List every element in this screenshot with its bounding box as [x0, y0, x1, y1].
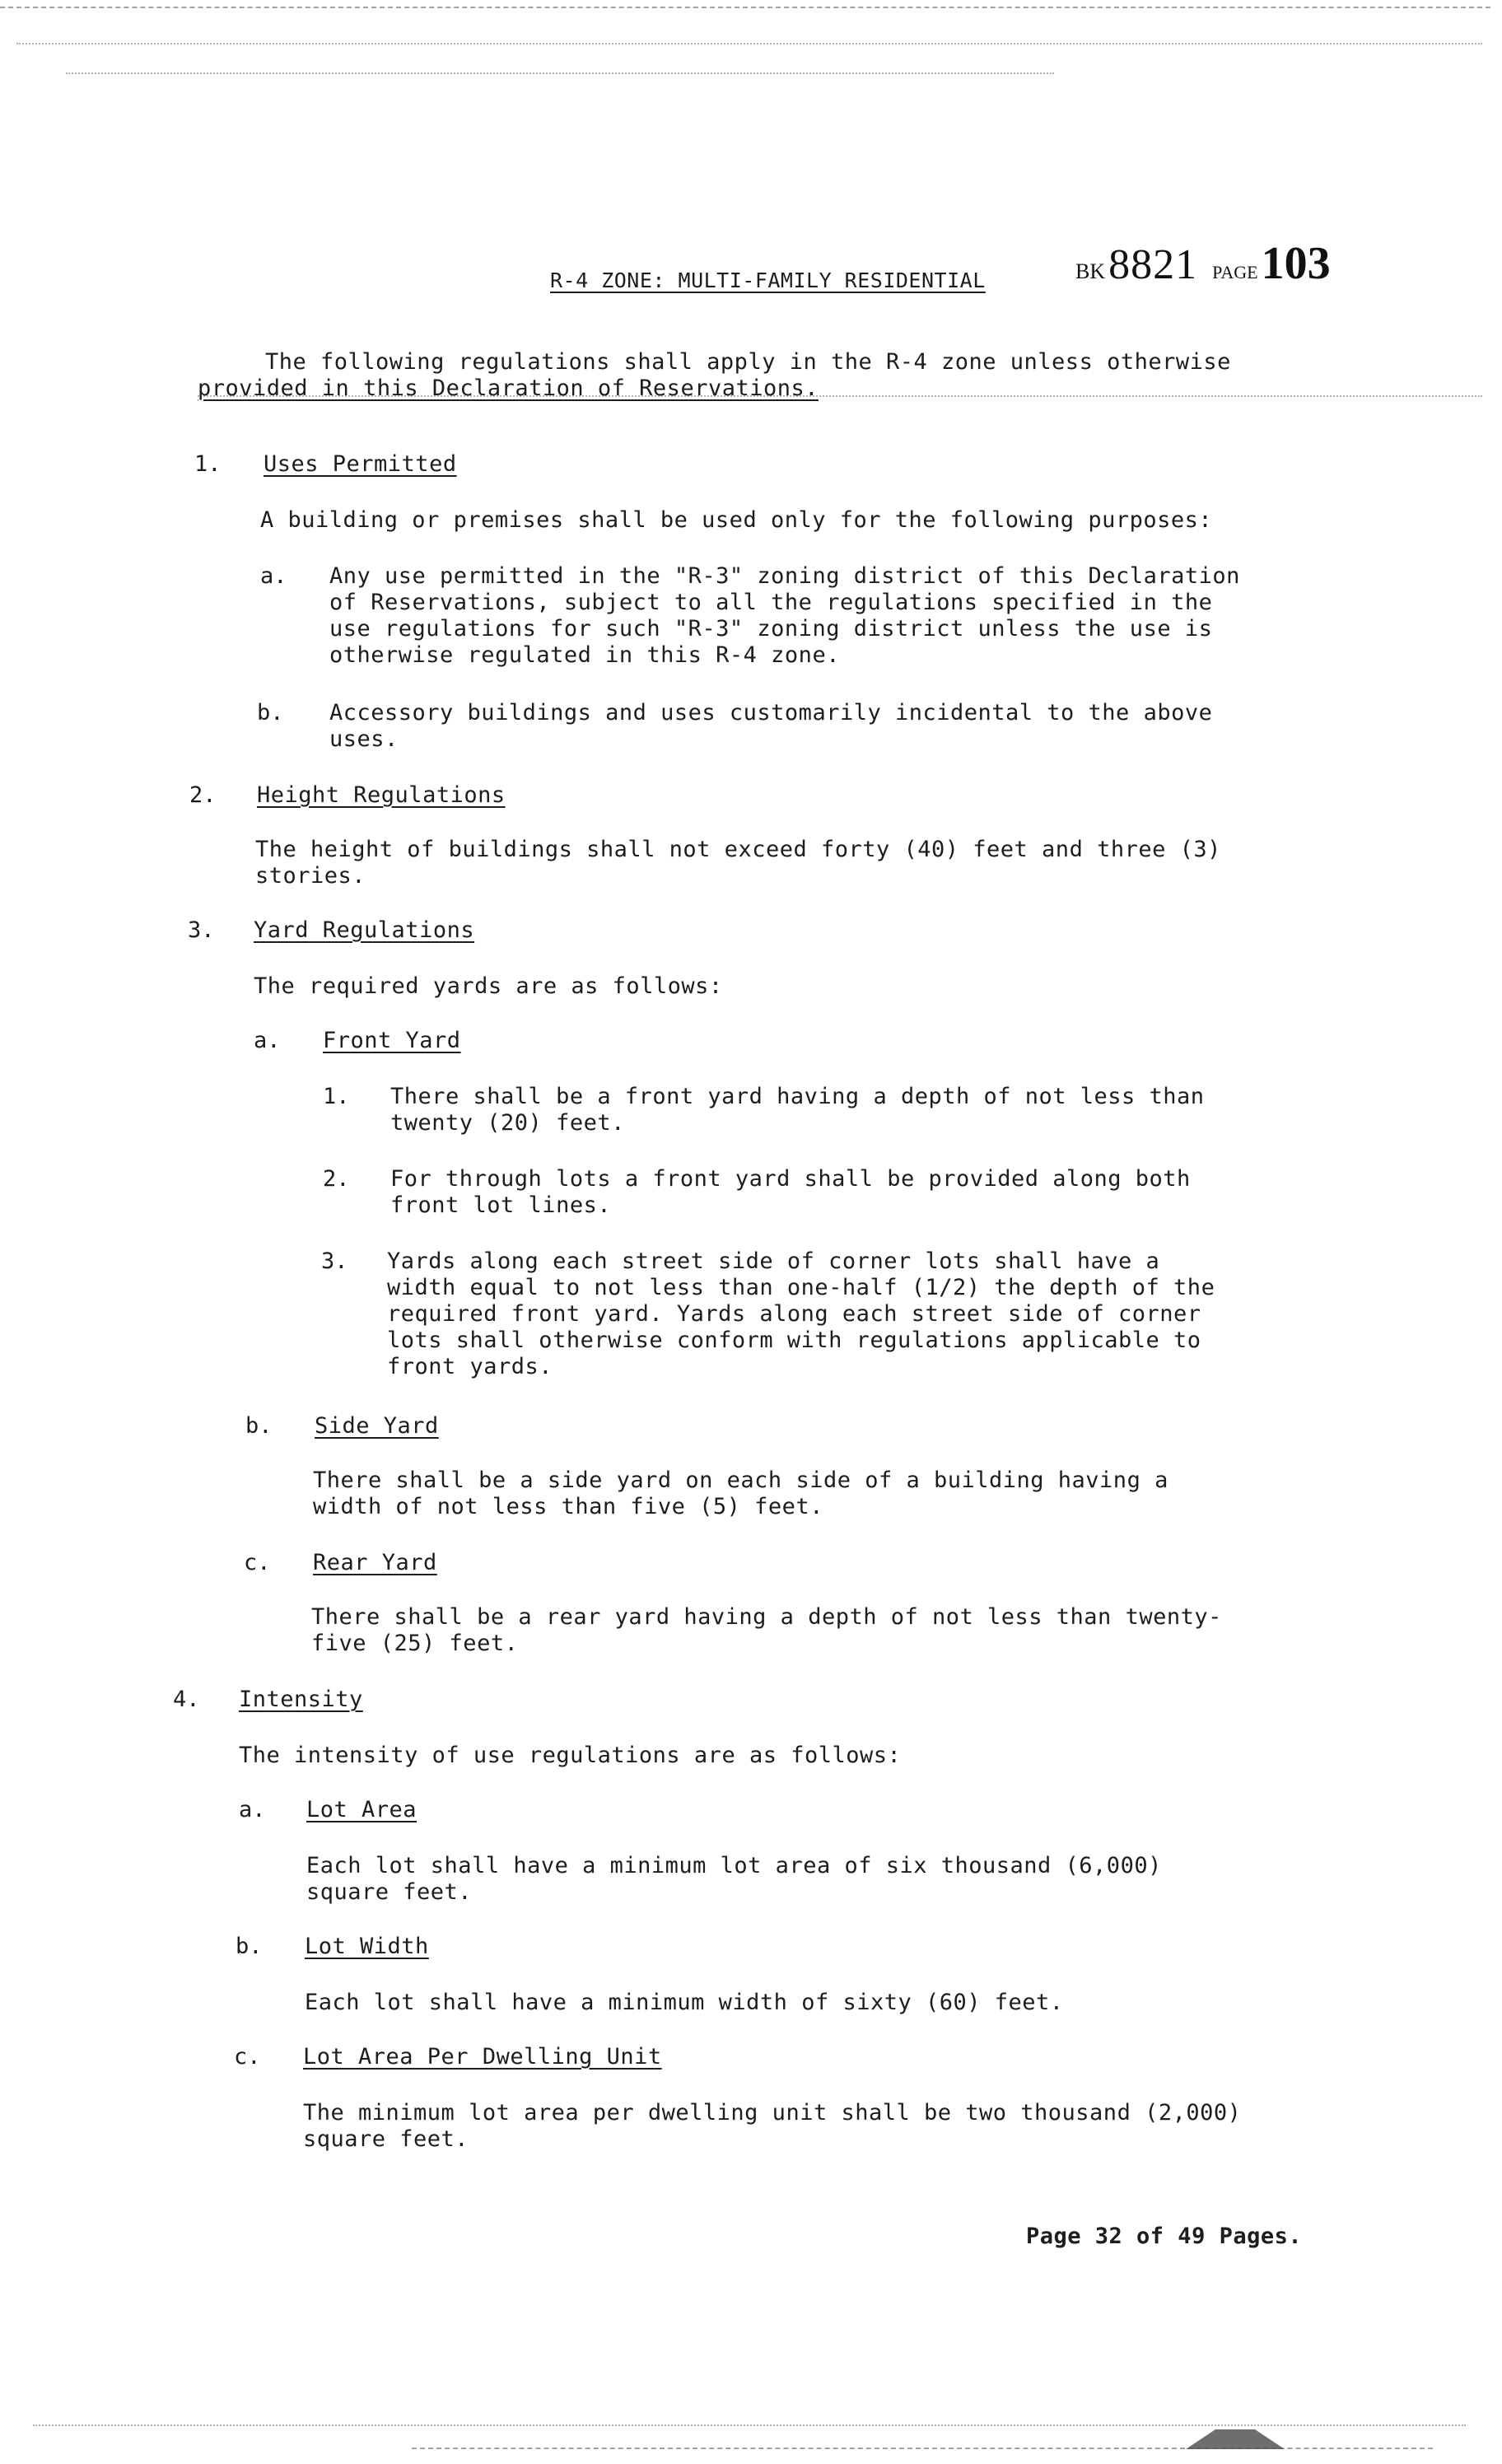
- subsection-heading: Lot Width: [305, 1934, 429, 1959]
- section-heading: Uses Permitted: [264, 451, 457, 477]
- intro-paragraph: [198, 349, 1231, 402]
- text-line: otherwise regulated in this R-4 zone.: [329, 642, 840, 668]
- sub-item-text: [387, 1248, 1215, 1380]
- scan-noise-top: [0, 7, 1490, 8]
- text-line: Yards along each street side of corner lots shall have a: [387, 1248, 1160, 1274]
- item-marker: c.: [234, 2044, 261, 2070]
- section-number: 4.: [173, 1687, 200, 1712]
- recording-stamp: [1075, 237, 1331, 290]
- text-line: width equal to not less than one-half (1/2) the depth of the: [387, 1275, 1215, 1300]
- section-number: 3.: [188, 917, 215, 943]
- section-number: 2.: [189, 782, 217, 808]
- text-line: Accessory buildings and uses customarily incidental to the above: [329, 700, 1213, 726]
- item-marker: a.: [254, 1028, 281, 1053]
- item-text: [313, 1468, 1168, 1520]
- text-line: stories.: [255, 863, 366, 889]
- text-line: There shall be a front yard having a depth of not less than: [390, 1084, 1205, 1109]
- subsection-heading: Lot Area: [306, 1797, 417, 1822]
- text-line: five (25) feet.: [311, 1631, 519, 1656]
- subsection-heading: Lot Area Per Dwelling Unit: [303, 2044, 662, 2070]
- page-label: PAGE: [1212, 262, 1258, 282]
- page-footer: Page 32 of 49 Pages.: [1026, 2224, 1303, 2249]
- text-line: There shall be a side yard on each side of a building having a: [313, 1468, 1168, 1493]
- sub-item-marker: 2.: [323, 1166, 350, 1192]
- text-line: Each lot shall have a minimum lot area of six thousand (6,000): [306, 1853, 1162, 1878]
- subsection-heading: Front Yard: [323, 1028, 461, 1053]
- subsection-heading: Rear Yard: [313, 1550, 437, 1575]
- item-marker: a.: [260, 563, 287, 589]
- item-marker: b.: [257, 700, 284, 726]
- text-line: lots shall otherwise conform with regulations applicable to: [387, 1328, 1201, 1353]
- page-number-stamp: 103: [1261, 238, 1331, 289]
- scan-blot: [1186, 2429, 1285, 2449]
- item-text: [329, 563, 1240, 669]
- item-text: [303, 2100, 1241, 2153]
- text-line: Any use permitted in the "R-3" zoning district of this Declaration: [329, 563, 1240, 589]
- text-line: There shall be a rear yard having a depth of not less than twenty-: [311, 1604, 1222, 1630]
- section-heading: Yard Regulations: [254, 917, 475, 943]
- item-text: [311, 1604, 1222, 1657]
- book-label: BK: [1075, 259, 1106, 283]
- section-text: [255, 837, 1221, 889]
- text-line: uses.: [329, 726, 399, 752]
- section-heading: Height Regulations: [257, 782, 506, 808]
- intro-line: provided in this Declaration of Reservations.: [198, 376, 819, 401]
- section-lead: The intensity of use regulations are as follows:: [239, 1743, 902, 1768]
- item-text: [329, 700, 1212, 753]
- item-marker: c.: [244, 1550, 271, 1575]
- text-line: twenty (20) feet.: [390, 1110, 625, 1136]
- sub-item-marker: 1.: [323, 1084, 350, 1109]
- text-line: The minimum lot area per dwelling unit shall be two thousand (2,000): [303, 2100, 1242, 2126]
- scan-noise-bottom: [33, 2424, 1466, 2426]
- text-line: use regulations for such "R-3" zoning district unless the use is: [329, 616, 1213, 642]
- text-line: front yards.: [387, 1354, 553, 1379]
- section-heading: Intensity: [239, 1687, 363, 1712]
- sub-item-text: [390, 1084, 1205, 1136]
- text-line: square feet.: [303, 2126, 469, 2152]
- item-marker: b.: [245, 1413, 273, 1439]
- sub-item-marker: 3.: [321, 1248, 348, 1274]
- subsection-heading: Side Yard: [315, 1413, 439, 1439]
- item-marker: a.: [239, 1797, 266, 1822]
- text-line: of Reservations, subject to all the regulations specified in the: [329, 590, 1213, 615]
- text-line: required front yard. Yards along each street side of corner: [387, 1301, 1201, 1327]
- text-line: width of not less than five (5) feet.: [313, 1494, 823, 1519]
- section-number: 1.: [194, 451, 222, 477]
- scan-noise-top-3: [66, 72, 1054, 74]
- intro-line: The following regulations shall apply in the R-4 zone unless otherwise: [265, 349, 1231, 375]
- scan-noise-top-2: [16, 43, 1482, 44]
- item-marker: b.: [236, 1934, 263, 1959]
- text-line: For through lots a front yard shall be provided along both: [390, 1166, 1191, 1192]
- book-number: 8821: [1108, 241, 1198, 288]
- section-lead: A building or premises shall be used only for the following purposes:: [260, 507, 1213, 533]
- text-line: Each lot shall have a minimum width of sixty (60) feet.: [305, 1990, 1064, 2015]
- text-line: The height of buildings shall not exceed forty (40) feet and three (3): [255, 837, 1221, 862]
- text-line: square feet.: [306, 1879, 473, 1905]
- item-text: [306, 1853, 1162, 1906]
- text-line: front lot lines.: [390, 1192, 612, 1218]
- section-lead: The required yards are as follows:: [254, 973, 723, 999]
- item-text: [305, 1990, 1064, 2016]
- page-title: R-4 ZONE: MULTI-FAMILY RESIDENTIAL: [550, 268, 986, 292]
- sub-item-text: [390, 1166, 1191, 1219]
